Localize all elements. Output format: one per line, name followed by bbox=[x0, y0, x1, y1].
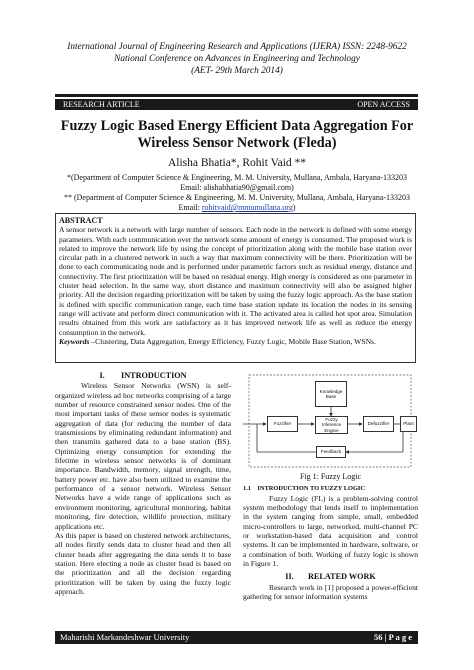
journal-line-2: National Conference on Advances in Engineering and Technology bbox=[114, 54, 360, 64]
related-work-heading: II. RELATED WORK bbox=[285, 572, 376, 582]
fuzzy-logic-figure bbox=[243, 371, 418, 470]
defuzzifier-box: Defuzzifier bbox=[363, 416, 394, 432]
page-number: 56 | P a g e bbox=[374, 632, 412, 642]
article-banner bbox=[55, 99, 418, 110]
inference-engine-box: Fuzzy Inference Engine bbox=[315, 416, 348, 434]
email-2-prefix: Email: bbox=[178, 203, 202, 212]
journal-line-1: International Journal of Engineering Research and Applications (IJERA) ISSN: 2248-9622 bbox=[67, 42, 407, 52]
fuzzy-logic-paragraph: Fuzzy Logic (FL) is a problem-solving control system methodology that lends itself to implementation in the system ranging from simple, small, embedded micro-controllers to large, networked, multi-channel PC or workstation-based data acquisition and control systems. It can be implemented in hardware, software, or a combination of both. Working of fuzzy logic is shown in Figure 1. bbox=[243, 493, 418, 569]
right-column bbox=[243, 371, 418, 601]
fuzzifier-box: Fuzzifier bbox=[267, 416, 298, 432]
abstract-box bbox=[55, 213, 416, 363]
paper-title: Fuzzy Logic Based Energy Efficient Data Aggregation For Wireless Sensor Network (Fleda) bbox=[60, 118, 414, 151]
intro-paragraph-2: As this paper is based on clustered network architectures, all nodes firstly sends data to cluster head and then all cluster heads after aggregating the data sends it to base station. Here electing a node as cluster head is based on the prioritization and all the decision regarding prioritization will be taken by using the fuzzy logic approach. bbox=[55, 530, 231, 596]
email-2-suffix: ) bbox=[292, 203, 296, 212]
journal-header bbox=[0, 41, 474, 77]
keywords-label: Keywords bbox=[59, 336, 90, 346]
email-2-link[interactable]: rohitvaid@mmumullana.org bbox=[201, 203, 293, 212]
intro-paragraph-1: Wireless Sensor Networks (WSN) is self-organized wireless ad hoc networks comprising of a large number of resource constrained sensor nodes. One of the most important tasks of these sensor nodes is systematic aggregation of data (for reducing the number of data transmissions by eliminating redundant information) and then transmits gathered data to a base station (BS). Optimizing energy consumption for extending the lifetime in wireless sensor networks is of dominant importance. Bandwidth, memory, signal strength, time, battery power etc. have also been utilized to examine the performance of a sensor network. Wireless Sensor Networks have a wide range of applications such as environment monitoring, agricultural monitoring, habitat monitoring, fire detection, wildlife protection, military applications etc. bbox=[55, 381, 231, 531]
knowledge-base-box: Knowledge Base bbox=[315, 381, 347, 407]
keywords-text: –Clustering, Data Aggregation, Energy Efficiency, Fuzzy Logic, Mobile Base Station, WSNs. bbox=[89, 336, 376, 346]
email-2 bbox=[0, 203, 474, 213]
left-column bbox=[55, 371, 231, 596]
affiliation-2: ** (Department of Computer Science & Engineering, M. M. University, Mullana, Ambala, Haryana-133203 bbox=[63, 193, 411, 202]
figure-caption: Fig 1: Fuzzy Logic bbox=[299, 472, 362, 481]
header-rule bbox=[55, 94, 418, 97]
page-footer bbox=[55, 631, 418, 644]
open-access-label: OPEN ACCESS bbox=[357, 100, 410, 109]
research-article-label: RESEARCH ARTICLE bbox=[63, 100, 140, 109]
fuzzy-logic-subheading: 1.1 INTRODUCTION TO FUZZY LOGIC bbox=[243, 485, 366, 493]
keywords bbox=[59, 337, 412, 346]
related-work-paragraph: Research work in [1] proposed a power-efficient gathering for sensor information systems bbox=[243, 582, 418, 602]
abstract-heading: ABSTRACT bbox=[59, 216, 103, 225]
introduction-heading: I. INTRODUCTION bbox=[99, 371, 187, 380]
authors: Alisha Bhatia*, Rohit Vaid ** bbox=[167, 157, 307, 169]
affiliation-1: *(Department of Computer Science & Engineering, M. M. University, Mullana, Ambala, Haryana-133203 bbox=[66, 173, 408, 182]
journal-line-3: (AET- 29th March 2014) bbox=[191, 66, 283, 76]
abstract-text: A sensor network is a network with large number of sensors. Each node in the network is defined with some energy parameters. With each communication over the network some amount of energy is consumed. The proposed work is related to improve the network life by using the concept of prioritization along with the mobile base station over circular path in a clustered network in such a way that maximum connectivity will be there. Prioritization will be done to each communicating node and is performed under parametric factors such as residual energy, distance and connectivity. The first prioritization will be based on residual energy. High energy is considered as one parameter in cluster head selection. In the same way, short distance and maximum connectivity will also be assigned higher priority. All the decision regarding prioritization will be taken by using the fuzzy logic approach. As the base station is defined with specific communication range, each time base station update its location the nodes in its sensing range will activate and perform direct communication with it. The activated area is called hot spot area. Simulation results obtained from this work are satisfactory as it has improved network life as well as reduce the energy consumption in the network. bbox=[59, 225, 412, 337]
footer-university: Maharishi Markandeshwar University bbox=[60, 632, 190, 642]
feedback-box: Feedback bbox=[316, 446, 346, 458]
email-1: Email: alishabhatia90@gmail.com) bbox=[180, 183, 294, 192]
plant-box: Plant bbox=[400, 416, 417, 432]
